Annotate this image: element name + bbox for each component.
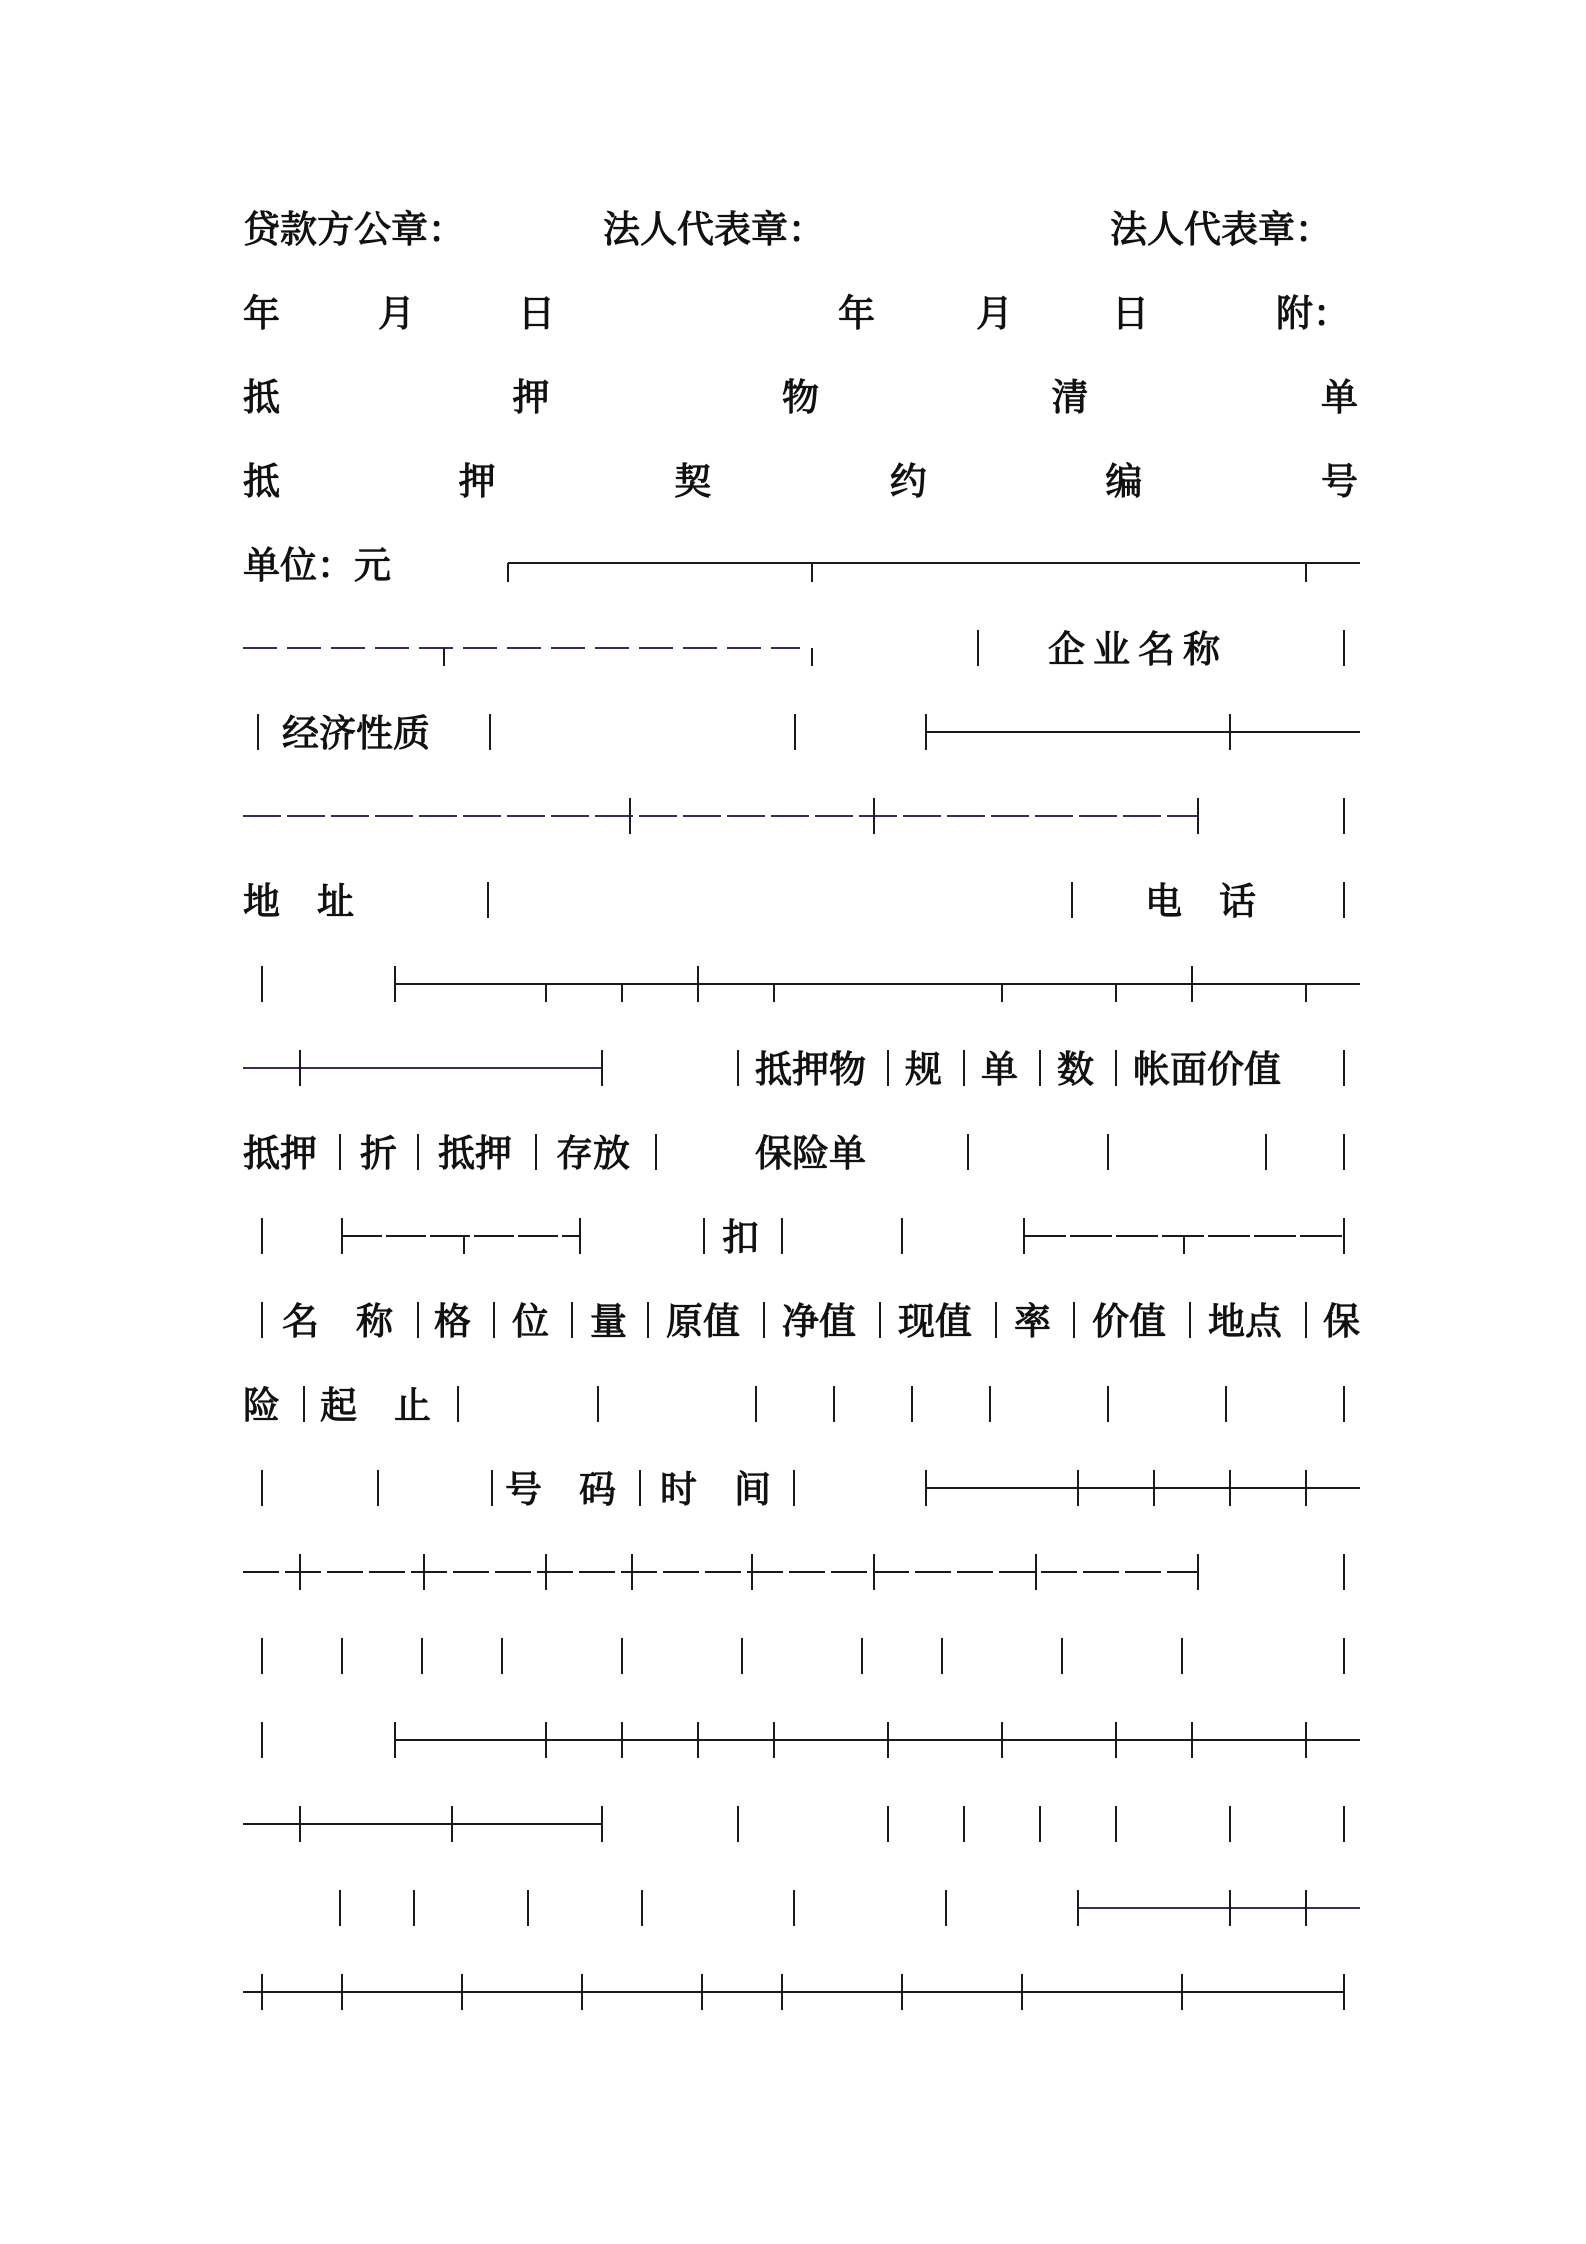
header-quantity-2: 量 xyxy=(590,1300,627,1343)
header-value: 价值 xyxy=(1092,1300,1166,1343)
unit-label: 单位：元 xyxy=(243,544,391,587)
date-year-1: 年 xyxy=(243,292,280,335)
header-present-value: 现值 xyxy=(898,1300,972,1343)
header-name: 名 称 xyxy=(282,1300,393,1343)
header-quantity: 数 xyxy=(1057,1048,1094,1091)
company-name-label: 企业名称 xyxy=(1048,628,1228,671)
header-original-value: 原值 xyxy=(666,1300,740,1343)
header-insurance-policy: 保险单 xyxy=(755,1132,866,1175)
header-number: 号 码 xyxy=(505,1468,616,1511)
date-month-2: 月 xyxy=(976,292,1013,335)
date-year-2: 年 xyxy=(838,292,875,335)
header-pledge: 抵押 xyxy=(243,1132,317,1175)
header-start-end: 起 止 xyxy=(320,1384,431,1427)
header-book-value: 帐面价值 xyxy=(1133,1048,1281,1091)
lender-seal-label: 贷款方公章： xyxy=(243,208,465,251)
header-unit: 单 xyxy=(981,1048,1018,1091)
attachment-label: 附： xyxy=(1276,292,1350,335)
header-location: 地点 xyxy=(1208,1300,1282,1343)
header-deduct: 扣 xyxy=(722,1216,759,1259)
header-pledge-2: 抵押 xyxy=(438,1132,512,1175)
date-day-1: 日 xyxy=(518,292,555,335)
contract-number-label: 抵 押 契 约 编 号 xyxy=(243,460,1358,503)
legal-rep-seal-label-2: 法人代表章： xyxy=(1110,208,1332,251)
header-discount: 折 xyxy=(360,1132,397,1175)
phone-label: 电 话 xyxy=(1145,880,1256,923)
header-insurance: 保 xyxy=(1323,1300,1360,1343)
header-spec-2: 格 xyxy=(434,1300,471,1343)
economic-nature-label: 经济性质 xyxy=(282,712,430,755)
address-label: 地 址 xyxy=(243,880,354,923)
header-rate: 率 xyxy=(1014,1300,1051,1343)
header-time: 时 间 xyxy=(660,1468,771,1511)
date-day-2: 日 xyxy=(1112,292,1149,335)
header-insurance-2: 险 xyxy=(243,1384,280,1427)
header-storage: 存放 xyxy=(556,1132,630,1175)
date-month-1: 月 xyxy=(378,292,415,335)
header-net-value: 净值 xyxy=(782,1300,856,1343)
header-pledge-item: 抵押物 xyxy=(755,1048,866,1091)
header-unit-2: 位 xyxy=(512,1300,549,1343)
pledge-list-title: 抵 押 物 清 单 xyxy=(243,376,1358,419)
header-spec: 规 xyxy=(905,1048,942,1091)
legal-rep-seal-label: 法人代表章： xyxy=(603,208,825,251)
